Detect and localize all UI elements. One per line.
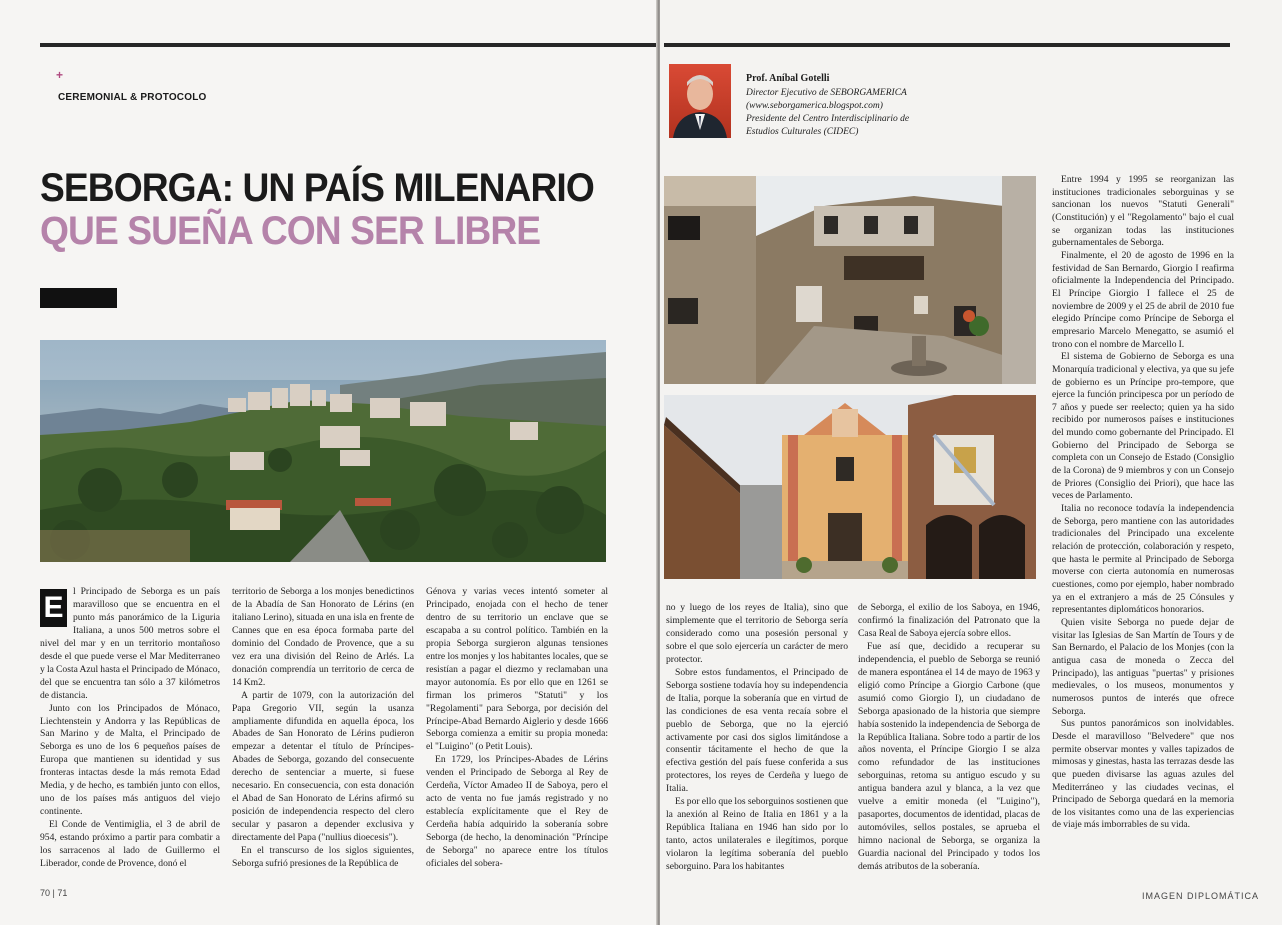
paragraph: Es por ello que los seborguinos sostienen que la anexión al Reino de Italia en 1861 y a la República Italiana en 1946 han sido por lo tanto, actos unilaterales e ilegítimos, porque violaron la legítima soberanía del pueblo seborguino. Para los habitantes [666, 796, 848, 873]
paragraph: En el transcurso de los siglos siguientes, Seborga sufrió presiones de la República de [232, 845, 414, 870]
author-name: Prof. Aníbal Gotelli [746, 73, 830, 84]
paragraph: no y luego de los reyes de Italia), sino que simplemente que el territorio de Seborga sería considerado como una posesión personal y sobre el que solo ejercería un carácter de mero protector. [666, 602, 848, 665]
author-role-line: (www.seborgamerica.blogspot.com) [746, 101, 883, 111]
paragraph: territorio de Seborga a los monjes benedictinos de la Abadía de San Honorato de Lérins (en italiano Lerino), situada en una isla en frente de Cannes que en esa época formaba parte del dominio del Condado de Provence, que a su vez era una división del Reino de Arlés. La donación comprendía un territorio de cerca de 14 Km2. [232, 586, 414, 688]
paragraph: Sus puntos panorámicos son inolvidables. Desde el maravilloso "Belvedere" que nos permite observar montes y valles tapizados de mimosas y ginestas, hasta las terrazas desde las que pueden divisarse las aguas azules del Mediterráneo y las ciudades vecinas, el Principado de Seborga quedará en la memoria de los visitantes como una de las experiencias de viaje más imborrables de su vida. [1052, 718, 1234, 831]
body-column-4 [666, 602, 848, 874]
body-column-3 [426, 586, 608, 871]
body-column-1 [40, 586, 220, 871]
redaction-bar [40, 288, 117, 308]
seborga-street-photo [664, 176, 1036, 384]
author-role-line: Director Ejecutivo de SEBORGAMERICA [746, 88, 907, 98]
paragraph: Italia no reconoce todavía la independencia de Seborga, pero mantiene con las autoridades tradicionales del Principado una excelente relación de protección, colaboración y respeto, que hasta le permite al Principado de Seborga moverse con cierta autonomía en numerosas cuestiones, como por ejemplo, haber nombrado ya en el extranjero a más de 25 Cónsules y representantes diplomáticos honorarios. [1052, 503, 1234, 616]
drop-cap: E [40, 589, 67, 627]
author-role-line: Presidente del Centro Interdisciplinario de [746, 114, 910, 124]
magazine-name: IMAGEN DIPLOMÁTICA [1142, 891, 1260, 901]
paragraph: Quien visite Seborga no puede dejar de visitar las Iglesias de San Martín de Tours y de San Bernardo, el Palacio de los Monjes (con la antigua casa de moneda o Zecca del Principado), las antiguas "puertas" y prisiones medievales, o los museos, monumentos y numerosos puntos de interés que ofrece Seborga. [1052, 616, 1234, 717]
paragraph: Finalmente, el 20 de agosto de 1996 en la festividad de San Bernardo, Giorgio I reafirma oficialmente la Independencia del Principado. El Príncipe Giorgio I fallece el 25 de noviembre de 2009 y el 25 de abril de 2010 fue elegido Príncipe como Príncipe de Seborga el empresario Marcelo Menegatto, se asumió el trono con el nombre de Marcello I. [1052, 249, 1234, 350]
top-rule-right [664, 43, 1230, 47]
section-label: CEREMONIAL & PROTOCOLO [58, 92, 207, 103]
seborga-church-photo [664, 395, 1036, 579]
headline-line-2: QUE SUEÑA CON SER LIBRE [40, 209, 541, 253]
body-column-6 [1052, 174, 1234, 832]
paragraph: Fue así que, decidido a recuperar su independencia, el pueblo de Seborga se reunió de manera espontánea el 14 de mayo de 1963 y eligió como Príncipe a Giorgio Carbone (que asumió como Giorgio I), un ciudadano de Seborga apasionado de la historia que siempre había sostenido la independencia de Seborga de la República Italiana. Sobre todo a partir de los años noventa, el Príncipe Giorgio I se alza como refundador de las instituciones seborguinas, retoma su antiguo escudo y su antigua bandera azul y blanca, a la vez que vuelve a emitir moneda (el "Luigino"), pasaportes, documentos de identidad, placas de automóviles, sellos postales, se aprueba el himno nacional de Seborga, se organiza la Guardia nacional del Principado y todos los demás atributos de la soberanía. [858, 640, 1040, 873]
paragraph: Entre 1994 y 1995 se reorganizan las instituciones tradicionales seborguinas y se sancionan los nuevos "Statuti Generali" (Constitución) y el "Regolamento" bajo el cual se organizan todas las instituciones gubernamentales de Seborga. [1052, 174, 1234, 249]
author-role-line: Estudios Culturales (CIDEC) [746, 127, 859, 137]
body-column-2 [232, 586, 414, 871]
section-plus-mark: + [56, 68, 64, 82]
seborga-panorama-photo [40, 340, 606, 562]
paragraph: El sistema de Gobierno de Seborga es una Monarquía tradicional y electiva, ya que su jefe de gobierno es un Príncipe pro-tempore, que ejerce la función principesca por un período de 7 años y puede ser reelecto; quien ya ha sido recibido por numerosos países e instituciones del mundo como gobernante del Principado. El Gobierno del Principado de Seborga se completa con un Consejo de Estado (Consiglio de la Corona) de 9 miembros y con un Consejo de Priores (Consiglio dei Priori), que hace las veces de Parlamento. [1052, 351, 1234, 502]
paragraph: de Seborga, el exilio de los Saboya, en 1946, confirmó la finalización del Patronato que la Casa Real de Saboya ejercía sobre ellos. [858, 602, 1040, 639]
author-portrait [669, 64, 731, 138]
paragraph: El Conde de Ventimiglia, el 3 de abril de 954, estando próximo a partir para combatir a los sarracenos al lado de Guillermo el Liberador, conde de Provence, donó el [40, 819, 220, 870]
body-column-5 [858, 602, 1040, 874]
top-rule-left [40, 43, 660, 47]
paragraph: E l Principado de Seborga es un país maravilloso que se encuentra en el punto más panorámico de la Liguria Italiana, a unos 500 metros sobre el nivel del mar y en un territorio montañoso desde el que puede verse el Mar Mediterraneo y la Costa Azul hasta el Principado de Mónaco, del que se encuentra tan sólo a 37 kilómetros de distancia. [40, 586, 220, 701]
paragraph: Junto con los Principados de Mónaco, Liechtenstein y Andorra y las Repúblicas de San Marino y de Malta, el Principado de Seborga es uno de los 6 pequeños países de Europa que mantienen su identidad y sus fronteras intactas desde la más remota Edad Media, y de hecho, es también junto con ellos, uno de los países más antiguos del viejo continente. [40, 702, 220, 818]
headline-line-1: SEBORGA: UN PAÍS MILENARIO [40, 166, 594, 210]
paragraph: Sobre estos fundamentos, el Principado de Seborga sostiene todavía hoy su independencia de Italia, porque la soberanía que en virtud de las condiciones de esa venta recaía sobre el pueblo de Seborga, que no la ejerció activamente por casi dos siglos limitándose a consentir tácitamente el hecho de que la efectiva gestión del país fuese conferida a sus protectores, los reyes de Cerdeña y luego de Italia. [666, 666, 848, 795]
paragraph: Génova y varias veces intentó someter al Principado, enojada con el hecho de tener dentro de su territorio un enclave que se escapaba a su control político. También en la propia Seborga surgieron algunas tensiones entre los monjes y los habitantes locales, que se resistían a pagar el diezmo y reclamaban una mayor autonomía. Es por ello que en 1261 se firman los primeros "Statuti" y los "Regolamenti" para Seborga, por decisión del Príncipe-Abad Bernardo Aiglerio y desde 1666 Seborga comienza a emitir su propia moneda: el "Luigino" (o Petit Louis). [426, 586, 608, 753]
paragraph: A partir de 1079, con la autorización del Papa Gregorio VII, según la usanza ampliamente difundida en aquella época, los Abades de San Honorato de Lérins pudieron empezar a detentar el título de Príncipes-Abades de Seborga, gozando del consecuente derecho de sentenciar a muerte, si fuese necesario. En consecuencia, con esta donación el Abad de San Honorato de Lérins afirmó su posición de independencia respecto del clero secular y pasaron a depender exclusiva y directamente del Papa ("nullius dioecesis"). [232, 689, 414, 844]
paragraph: En 1729, los Príncipes-Abades de Lérins venden el Principado de Seborga al Rey de Cerdeña, Víctor Amadeo II de Saboya, pero el acto de venta no fue jamás registrado y no establecía explícitamente que el Rey de Cerdeña había adquirido la soberanía sobre Seborga (de hecho, la denominación "Príncipe de Seborga" no aparece entre los títulos oficiales del sobera- [426, 754, 608, 870]
page-numbers: 70 | 71 [40, 888, 68, 898]
